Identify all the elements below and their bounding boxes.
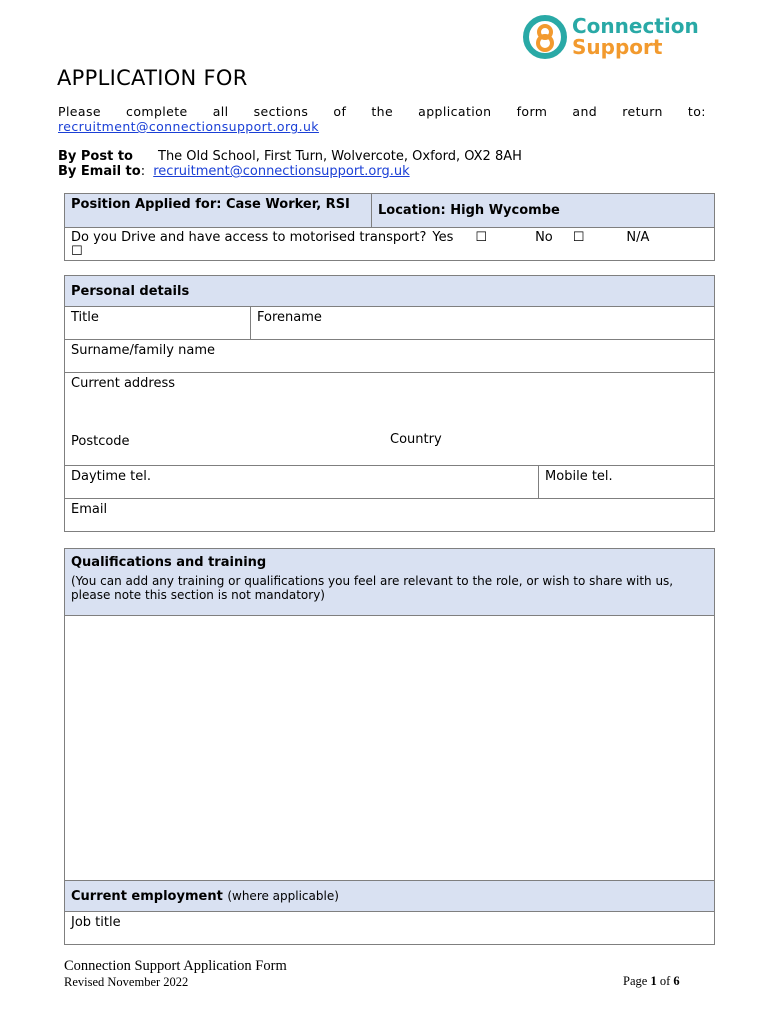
intro-word: all <box>212 104 229 119</box>
forename-field[interactable]: Forename <box>251 307 715 340</box>
drive-question-cell <box>65 228 715 261</box>
employment-note: (where applicable) <box>227 888 339 903</box>
na-checkbox[interactable]: ☐ <box>71 244 83 259</box>
page-title: APPLICATION FOR <box>57 66 248 90</box>
personal-details-table <box>64 275 715 532</box>
post-address: The Old School, First Turn, Wolvercote, Oxford, OX2 8AH <box>158 149 522 164</box>
intro-word: form <box>516 104 548 119</box>
intro-word: and <box>572 104 598 119</box>
location-cell: Location: High Wycombe <box>372 194 715 228</box>
page-number <box>623 974 680 989</box>
connection-support-logo <box>522 14 712 62</box>
intro-word: of <box>333 104 347 119</box>
qualifications-title: Qualifications and training <box>71 555 267 570</box>
employment-header <box>65 881 715 912</box>
address-label: Current address <box>71 376 176 391</box>
post-label: By Post to <box>58 149 133 164</box>
position-applied-cell: Position Applied for: Case Worker, RSI <box>65 194 372 228</box>
intro-paragraph <box>58 104 706 134</box>
logo-text-line1: Connection <box>572 14 699 38</box>
intro-word: application <box>418 104 492 119</box>
drive-question: Do you Drive and have access to motorised transport? <box>71 230 427 245</box>
personal-details-header: Personal details <box>65 276 715 307</box>
qualifications-table <box>64 548 715 945</box>
position-table <box>64 193 715 261</box>
footer-form-name: Connection Support Application Form <box>64 958 287 974</box>
surname-field[interactable]: Surname/family name <box>65 340 715 373</box>
na-label: N/A <box>626 230 650 245</box>
daytime-tel-field[interactable]: Daytime tel. <box>65 466 539 499</box>
intro-word: complete <box>126 104 188 119</box>
intro-word: to: <box>687 104 706 119</box>
email-label: By Email to <box>58 164 141 179</box>
yes-checkbox[interactable]: ☐ <box>475 230 488 245</box>
intro-word: sections <box>253 104 309 119</box>
footer-revised: Revised November 2022 <box>64 975 189 989</box>
title-field[interactable]: Title <box>65 307 251 340</box>
qualifications-header <box>65 549 715 616</box>
logo-mark-icon <box>522 14 568 60</box>
email-field[interactable]: Email <box>65 499 715 532</box>
page-total: 6 <box>673 974 680 988</box>
email-colon: : <box>140 164 146 179</box>
intro-line <box>58 104 706 119</box>
page-of: of <box>659 974 671 988</box>
country-label: Country <box>390 432 442 447</box>
page-prefix: Page <box>623 974 648 988</box>
page-current: 1 <box>650 974 657 988</box>
intro-word: return <box>622 104 663 119</box>
qualifications-input-area[interactable] <box>65 616 715 881</box>
no-label: No <box>535 230 553 245</box>
intro-email-link[interactable]: recruitment@connectionsupport.org.uk <box>58 119 319 134</box>
intro-word: the <box>371 104 394 119</box>
postcode-label: Postcode <box>71 434 130 449</box>
address-field[interactable] <box>65 373 715 466</box>
yes-label: Yes <box>432 230 454 245</box>
no-checkbox[interactable]: ☐ <box>572 230 585 245</box>
qualifications-note: (You can add any training or qualifications you feel are relevant to the role, or wish to share with us, please note this section is not mandatory) <box>71 574 674 602</box>
intro-word: Please <box>58 104 101 119</box>
contact-block <box>58 149 522 179</box>
email-link[interactable]: recruitment@connectionsupport.org.uk <box>153 164 410 179</box>
job-title-field[interactable]: Job title <box>65 912 715 945</box>
logo-text-line2: Support <box>572 35 663 59</box>
mobile-tel-field[interactable]: Mobile tel. <box>539 466 715 499</box>
employment-title: Current employment <box>71 888 223 904</box>
